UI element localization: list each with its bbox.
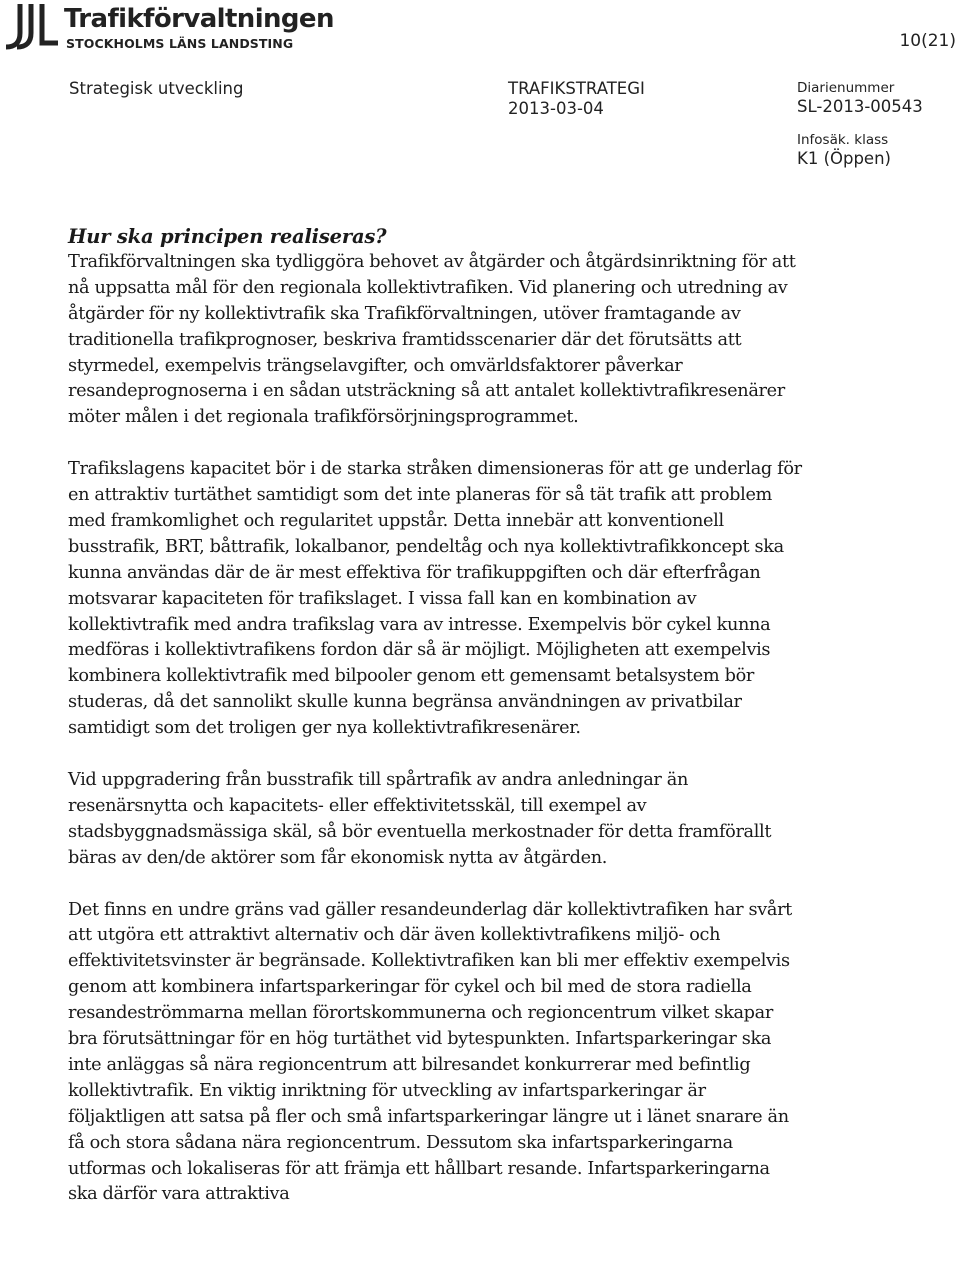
body-content [68,224,803,1234]
logo-title: Trafikförvaltningen [64,4,334,34]
paragraph: Det finns en undre gräns vad gäller resandeunderlag där kollektivtrafiken har svårt att utgöra ett attraktivt alternativ och där även kollektivtrafikens miljö- och effektivitetsvinster är begränsade. Kollektivtrafiken kan bli mer effektiv exempelvis genom att kombinera infartsparkeringar för cykel och bil med de stora radiella resandeströmmarna mellan förortskommunerna och regioncentrum vilket skapar bra förutsättningar för en hög turtäthet vid bytespunkten. Infartsparkeringar ska inte anläggas så nära regioncentrum att bilresandet konkurrerar med befintlig kollektivtrafik. En viktig inriktning för utveckling av infartsparkeringar är följaktligen att satsa på fler och små infartsparkeringar längre ut i länet snarare än få och stora sådana nära regioncentrum. Dessutom ska infartsparkeringarna utformas och lokaliseras för att främja ett hållbart resande. Infartsparkeringarna ska därför vara attraktiva [68,899,792,1205]
department: Strategisk utveckling [69,79,244,98]
paragraph: Trafikslagens kapacitet bör i de starka stråken dimensioneras för att ge underlag för en attraktiv turtäthet samtidigt som det inte planeras för så tät trafik att problem med framkomlighet och regularitet uppstår. Detta innebär att konventionell busstrafik, BRT, båttrafik, lokalbanor, pendeltåg och nya kollektivtrafikkoncept ska kunna användas där de är mest effektiva för trafikuppgiften och där efterfrågan motsvarar kapaciteten för trafikslaget. I vissa fall kan en kombination av kollektivtrafik med andra trafikslag vara av intresse. Exempelvis bör cykel kunna medföras i kollektivtrafikens fordon där så är möjligt. Möjligheten att exempelvis kombinera kollektivtrafik med bilpooler genom ett gemensamt betalsystem bör studeras, då det sannolikt skulle kunna begränsa användningen av privatbilar samtidigt som det troligen ger nya kollektivtrafikresenärer. [68,459,802,739]
diarienummer-label: Diarienummer [797,80,895,96]
logo [2,2,334,52]
paragraph: Trafikförvaltningen ska tydliggöra behovet av åtgärder och åtgärdsinriktning för att nå uppsatta mål för den regionala kollektivtrafiken. Vid planering och utredning av åtgärder för ny kollektivtrafik ska Trafikförvaltningen, utöver framtagande av traditionella trafikprognoser, beskriva framtidsscenarier där det förutsätts att styrmedel, exempelvis trängselavgifter, och omvärldsfaktorer påverkar resandeprognoserna i en sådan utsträckning så att antalet kollektivtrafikresenärer möter målen i det regionala trafikförsörjningsprogrammet. [68,251,796,428]
classification-label: Infosäk. klass [797,132,889,148]
paragraph: Vid uppgradering från busstrafik till spårtrafik av andra anledningar än resenärsnytta och kapacitets- eller effektivitetsskäl, till exempel av stadsbyggnadsmässiga skäl, så bör eventuella merkostnader för detta framförallt bäras av den/de aktörer som får ekonomisk nytta av åtgärden. [68,770,772,868]
logo-mark-icon [2,2,60,50]
logo-subtitle: STOCKHOLMS LÄNS LANDSTING [66,36,294,51]
page-number: 10(21) [899,31,956,51]
doc-title: TRAFIKSTRATEGI [508,79,645,98]
diarienummer-value: SL-2013-00543 [797,97,923,116]
classification-value: K1 (Öppen) [797,149,891,168]
doc-date: 2013-03-04 [508,99,604,118]
section-heading: Hur ska principen realiseras? [68,225,387,248]
